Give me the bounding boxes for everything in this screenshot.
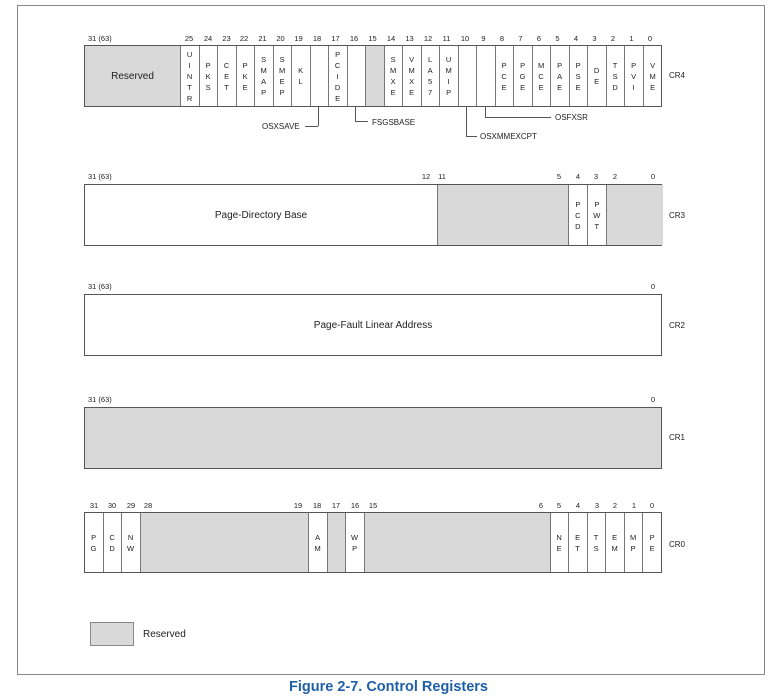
cr4-bit-number: 11 xyxy=(442,34,451,43)
cr3-bit-number: 11 xyxy=(438,172,446,181)
cr0-bit-number: 17 xyxy=(331,501,341,510)
cr0-field-text: E T xyxy=(575,532,581,553)
cr4-field-smep xyxy=(274,46,293,106)
cr2-label: CR2 xyxy=(669,321,686,330)
cr0-field-text: N E xyxy=(556,532,563,553)
cr1-top-bit: 31 (63) xyxy=(88,395,112,404)
cr2-address-label: Page-Fault Linear Address xyxy=(313,319,433,331)
cr0-bit-number: 29 xyxy=(126,501,136,510)
cr4-bit-number: 0 xyxy=(647,34,653,43)
cr4-field-text: P C E xyxy=(501,60,508,92)
cr4-reserved-label: Reserved xyxy=(111,70,154,82)
cr4-field-text: S M A P xyxy=(260,55,268,97)
osxsave-callout: OSXSAVE xyxy=(262,122,300,131)
cr4-bit-number: 10 xyxy=(460,34,470,43)
cr4-field-vmxe xyxy=(403,46,422,106)
cr4-field-pke xyxy=(237,46,256,106)
cr4-field-pvi xyxy=(625,46,644,106)
cr4-bit-number: 20 xyxy=(276,34,285,43)
cr4-field-text: U M I P xyxy=(445,55,453,97)
cr3-field-text: P W T xyxy=(593,199,601,231)
cr2-top-bit: 31 (63) xyxy=(88,282,112,291)
cr1-bit-zero: 0 xyxy=(650,395,656,404)
cr0-bit-number: 3 xyxy=(594,501,600,510)
cr2-register xyxy=(84,294,662,356)
cr0-bit-number: 6 xyxy=(538,501,544,510)
cr3-register xyxy=(84,184,662,246)
cr4-field-reserved-bit15 xyxy=(366,46,385,106)
cr3-field-pwt xyxy=(588,185,607,245)
figure-caption: Figure 2-7. Control Registers xyxy=(288,679,488,695)
cr4-reserved-field xyxy=(85,46,181,106)
cr0-field-pe xyxy=(643,513,662,572)
fsgsbase-callout: FSGSBASE xyxy=(372,118,416,127)
cr4-bit-number: 13 xyxy=(405,34,414,43)
cr0-reserved-15-6 xyxy=(365,513,551,572)
cr4-field-text: P V I xyxy=(631,60,637,92)
cr4-field-osfxsr xyxy=(477,46,496,106)
cr0-field-et xyxy=(569,513,588,572)
cr3-page-directory-base xyxy=(85,185,438,245)
cr4-bit-number: 9 xyxy=(481,34,486,43)
cr0-label: CR0 xyxy=(669,540,686,549)
cr4-field-cet xyxy=(218,46,237,106)
cr3-field-pcd xyxy=(569,185,588,245)
cr3-bit-number: 5 xyxy=(556,172,562,181)
cr0-field-wp xyxy=(346,513,365,572)
osxmmexcpt-leader xyxy=(466,107,477,137)
cr0-reserved-28-19 xyxy=(141,513,310,572)
cr4-bit-number: 16 xyxy=(349,34,359,43)
cr0-bit-number: 5 xyxy=(556,501,562,510)
cr4-field-text: P C I D E xyxy=(334,49,341,103)
cr4-field-text: S M E P xyxy=(278,55,286,97)
cr4-field-text: V M E xyxy=(649,60,657,92)
cr0-bit-number: 19 xyxy=(293,501,303,510)
cr3-bit-number: 2 xyxy=(612,172,618,181)
cr2-page-fault-address xyxy=(85,295,661,355)
cr0-field-text: P G xyxy=(90,532,97,553)
cr1-register xyxy=(84,407,662,469)
cr3-field-text: P C D xyxy=(575,199,581,231)
cr0-field-ne xyxy=(551,513,570,572)
cr0-bit-number: 18 xyxy=(312,501,322,510)
cr4-field-osxmmexcpt xyxy=(459,46,478,106)
osfxsr-callout: OSFXSR xyxy=(555,113,588,122)
cr4-bit-number: 2 xyxy=(610,34,616,43)
cr4-field-text: P A E xyxy=(557,60,563,92)
cr4-field-smxe xyxy=(385,46,404,106)
cr4-field-pcide xyxy=(329,46,348,106)
cr1-label: CR1 xyxy=(669,433,686,442)
cr0-register xyxy=(84,512,662,573)
cr4-field-text: L A 5 7 xyxy=(427,55,433,97)
cr0-bit-number: 30 xyxy=(107,501,117,510)
cr4-bit-number: 25 xyxy=(184,34,194,43)
cr4-bit-number: 22 xyxy=(239,34,249,43)
cr4-bit-number: 7 xyxy=(518,34,523,43)
cr4-field-osxsave xyxy=(311,46,330,106)
cr4-bit-number: 24 xyxy=(203,34,213,43)
cr4-field-text: P K S xyxy=(205,60,211,92)
cr0-field-em xyxy=(606,513,625,572)
cr0-field-nw xyxy=(122,513,141,572)
cr4-field-text: P S E xyxy=(575,60,581,92)
cr4-bit-number: 8 xyxy=(499,34,505,43)
cr0-field-text: C D xyxy=(109,532,116,553)
cr0-field-cd xyxy=(104,513,123,572)
cr4-field-pce xyxy=(496,46,515,106)
cr4-field-vme xyxy=(644,46,663,106)
cr4-field-umip xyxy=(440,46,459,106)
cr0-field-text: A M xyxy=(314,532,322,553)
cr4-bit-number: 17 xyxy=(331,34,340,43)
cr4-field-kl xyxy=(292,46,311,106)
legend-reserved-label: Reserved xyxy=(143,629,186,640)
cr0-field-am xyxy=(309,513,328,572)
cr4-field-text: T S D xyxy=(612,60,619,92)
cr0-bit-number: 15 xyxy=(368,501,378,510)
cr0-field-text: E M xyxy=(611,532,619,553)
cr0-bit-number: 16 xyxy=(350,501,360,510)
cr4-field-pks xyxy=(200,46,219,106)
cr3-label: CR3 xyxy=(669,211,686,220)
cr4-field-mce xyxy=(533,46,552,106)
cr4-bit-number: 1 xyxy=(629,34,634,43)
cr4-field-fsgsbase xyxy=(348,46,367,106)
cr4-bit-number: 3 xyxy=(592,34,597,43)
cr0-field-text: M P xyxy=(629,532,637,553)
osxsave-leader xyxy=(318,107,319,126)
osxmmexcpt-callout: OSXMMEXCPT xyxy=(480,132,537,141)
legend-reserved-swatch xyxy=(90,622,134,646)
cr4-field-uintr xyxy=(181,46,200,106)
cr4-field-text: D E xyxy=(593,66,600,86)
cr0-bit-number: 28 xyxy=(143,501,153,510)
cr0-field-text: P E xyxy=(649,532,655,553)
cr0-field-text: N W xyxy=(127,532,135,553)
cr3-bit-number: 0 xyxy=(650,172,656,181)
cr3-top-bit: 31 (63) xyxy=(88,172,112,181)
fsgsbase-leader xyxy=(355,107,368,122)
cr4-register xyxy=(84,45,662,107)
cr4-field-tsd xyxy=(607,46,626,106)
cr4-bit-number: 21 xyxy=(258,34,267,43)
cr0-field-text: T S xyxy=(593,532,599,553)
cr4-field-text: U I N T R xyxy=(186,49,193,103)
cr4-bit-number: 19 xyxy=(294,34,303,43)
cr3-reserved-low xyxy=(607,185,663,245)
cr0-field-ts xyxy=(588,513,607,572)
cr4-field-text: K L xyxy=(298,66,304,86)
cr4-bit-number: 5 xyxy=(555,34,560,43)
cr4-bit-number: 15 xyxy=(368,34,377,43)
cr3-base-label: Page-Directory Base xyxy=(214,209,308,221)
cr0-field-mp xyxy=(625,513,644,572)
cr0-field-pg xyxy=(85,513,104,572)
cr4-top-bit: 31 (63) xyxy=(88,34,112,43)
cr0-reserved-17 xyxy=(328,513,347,572)
cr0-bit-number: 4 xyxy=(575,501,581,510)
cr0-bit-number: 2 xyxy=(612,501,618,510)
osfxsr-leader xyxy=(485,107,551,118)
cr0-bit-number: 1 xyxy=(631,501,637,510)
cr4-field-pge xyxy=(514,46,533,106)
cr4-bit-number: 14 xyxy=(386,34,396,43)
cr4-field-text: C E T xyxy=(223,60,230,92)
cr3-reserved-field xyxy=(438,185,569,245)
cr4-field-text: M C E xyxy=(537,60,545,92)
cr4-field-text: V M X E xyxy=(408,55,416,97)
cr4-bit-number: 23 xyxy=(222,34,231,43)
cr3-bit-number: 12 xyxy=(421,172,431,181)
cr4-bit-number: 18 xyxy=(312,34,322,43)
cr3-bit-number: 4 xyxy=(575,172,581,181)
cr4-field-smap xyxy=(255,46,274,106)
osxsave-leader-h xyxy=(305,126,318,127)
cr0-field-text: W P xyxy=(351,532,359,553)
cr4-field-de xyxy=(588,46,607,106)
cr4-label: CR4 xyxy=(669,71,686,80)
cr4-field-text: S M X E xyxy=(389,55,397,97)
cr0-bit-number: 0 xyxy=(649,501,655,510)
cr4-field-pae xyxy=(551,46,570,106)
cr4-bit-number: 4 xyxy=(573,34,579,43)
cr0-bit-number: 31 xyxy=(89,501,99,510)
cr4-field-text: P K E xyxy=(242,60,248,92)
cr4-bit-number: 6 xyxy=(536,34,542,43)
cr3-bit-number: 3 xyxy=(593,172,599,181)
cr2-bit-zero: 0 xyxy=(650,282,656,291)
cr4-field-text: P G E xyxy=(519,60,526,92)
cr4-bit-number: 12 xyxy=(423,34,433,43)
cr4-field-la57 xyxy=(422,46,441,106)
cr4-field-pse xyxy=(570,46,589,106)
